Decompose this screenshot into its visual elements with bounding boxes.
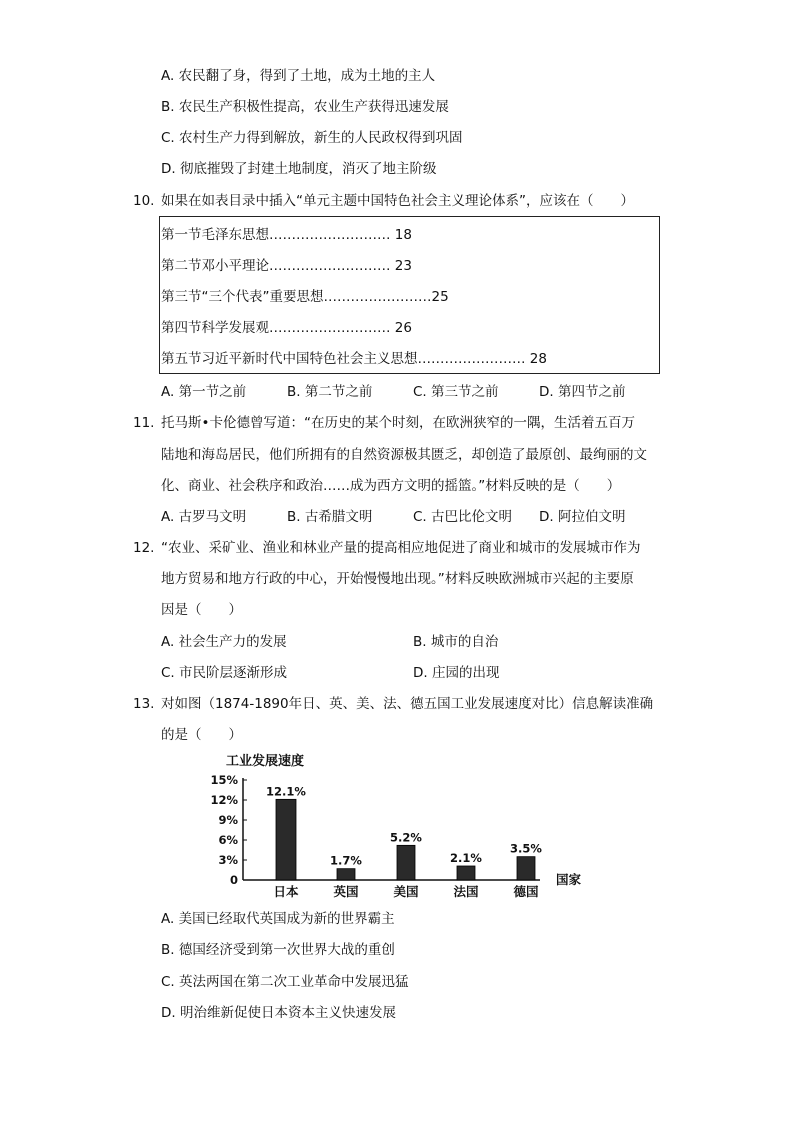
q12-option-c: C. 市民阶层逐渐形成 — [161, 665, 288, 681]
bar — [517, 857, 535, 880]
q13-option-d: D. 明治维新促使日本资本主义快速发展 — [161, 1005, 396, 1021]
q12-option-b: B. 城市的自治 — [413, 634, 499, 650]
x-category-label: 日本 — [273, 884, 299, 899]
q13-option-c: C. 英法两国在第二次工业革命中发展迅猛 — [161, 974, 409, 990]
q12-stem-line: “农业、采矿业、渔业和林业产量的提高相应地促进了商业和城市的发展城市作为 — [161, 540, 641, 556]
y-tick-label: 6% — [218, 833, 238, 847]
q11-stem-line: 化、商业、社会秩序和政治……成为西方文明的摇篮。”材料反映的是（ ） — [161, 478, 621, 494]
q10-option-c: C. 第三节之前 — [413, 384, 499, 400]
q11-stem-line: 托马斯•卡伦德曾写道：“在历史的某个时刻，在欧洲狭窄的一隅，生活着五百万 — [161, 415, 635, 431]
toc-entry: 第五节习近平新时代中国特色社会主义思想…………………… 28 — [161, 351, 547, 367]
y-tick-label: 15% — [210, 773, 238, 787]
chart-title: 工业发展速度 — [226, 754, 305, 769]
bar-value-label: 3.5% — [510, 841, 542, 856]
q12-stem-line: 地方贸易和地方行政的中心，开始慢慢地出现。”材料反映欧洲城市兴起的主要原 — [161, 571, 634, 587]
q9-option-a: A. 农民翻了身，得到了土地，成为土地的主人 — [161, 68, 436, 84]
x-category-label: 法国 — [453, 884, 479, 899]
q11-option-d: D. 阿拉伯文明 — [539, 509, 626, 525]
q13-number: 13. — [133, 696, 155, 712]
toc-entry: 第二节邓小平理论……………………… 23 — [161, 258, 412, 274]
q13-stem-line: 对如图（1874-1890年日、英、美、法、德五国工业发展速度对比）信息解读准确 — [161, 696, 654, 712]
q10-number: 10. — [133, 193, 155, 209]
q10-option-b: B. 第二节之前 — [287, 384, 373, 400]
q13-option-a: A. 美国已经取代英国成为新的世界霸主 — [161, 911, 395, 927]
q11-option-a: A. 古罗马文明 — [161, 509, 247, 525]
q10-option-a: A. 第一节之前 — [161, 384, 247, 400]
q10-option-d: D. 第四节之前 — [539, 384, 626, 400]
y-tick-label: 3% — [218, 853, 238, 867]
q9-option-c: C. 农村生产力得到解放，新生的人民政权得到巩固 — [161, 130, 463, 146]
q9-option-d: D. 彻底摧毁了封建土地制度，消灭了地主阶级 — [161, 161, 437, 177]
q13-option-b: B. 德国经济受到第一次世界大战的重创 — [161, 942, 395, 958]
toc-entry: 第一节毛泽东思想……………………… 18 — [161, 227, 412, 243]
q13-stem-line: 的是（ ） — [161, 727, 242, 743]
y-tick-label: 0 — [229, 873, 238, 887]
q10-stem: 如果在如表目录中插入“单元主题中国特色社会主义理论体系”，应该在（ ） — [161, 193, 634, 209]
bar — [337, 869, 355, 880]
x-category-label: 美国 — [393, 884, 419, 899]
y-tick-label: 12% — [210, 793, 238, 807]
toc-table — [159, 216, 660, 374]
q12-stem-line: 因是（ ） — [161, 602, 242, 618]
q11-stem-line: 陆地和海岛居民，他们所拥有的自然资源极其匮乏，却创造了最原创、最绚丽的文 — [161, 447, 647, 463]
bar — [397, 845, 415, 880]
bar-chart-svg — [200, 748, 600, 903]
bar-value-label: 1.7% — [330, 853, 362, 868]
bar-value-label: 12.1% — [266, 784, 306, 799]
y-tick-label: 9% — [218, 813, 238, 827]
x-category-label: 英国 — [333, 884, 359, 899]
q11-number: 11. — [133, 415, 155, 431]
industry-growth-chart — [200, 748, 600, 903]
bar — [276, 799, 296, 880]
toc-entry: 第四节科学发展观……………………… 26 — [161, 320, 412, 336]
bar — [457, 866, 475, 880]
q11-option-b: B. 古希腊文明 — [287, 509, 373, 525]
q9-option-b: B. 农民生产积极性提高，农业生产获得迅速发展 — [161, 99, 449, 115]
q11-option-c: C. 古巴比伦文明 — [413, 509, 513, 525]
q12-option-a: A. 社会生产力的发展 — [161, 634, 287, 650]
q12-number: 12. — [133, 540, 155, 556]
bar-value-label: 2.1% — [450, 851, 482, 865]
x-axis-label: 国家 — [556, 872, 582, 887]
toc-entry: 第三节“三个代表”重要思想……………………25 — [161, 289, 449, 305]
q12-option-d: D. 庄园的出现 — [413, 665, 500, 681]
x-category-label: 德国 — [513, 884, 539, 899]
bar-value-label: 5.2% — [390, 830, 422, 845]
